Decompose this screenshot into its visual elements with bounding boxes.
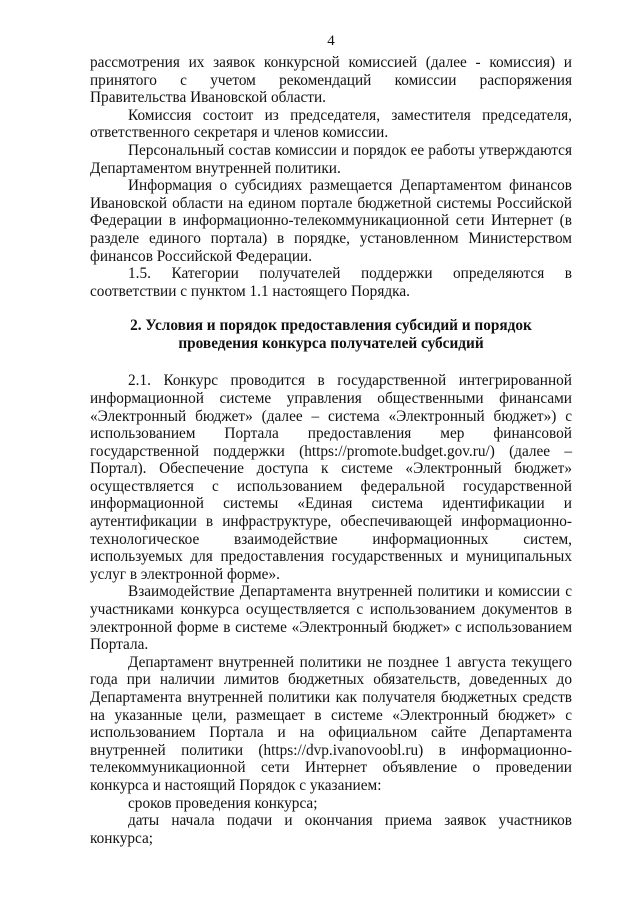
document-page	[90, 32, 572, 847]
section-heading	[90, 317, 572, 353]
list-item-application-dates: даты начала подачи и окончания приема заявок участников конкурса;	[90, 812, 572, 847]
paragraph-subsidy-information: Информация о субсидиях размещается Департаментом финансов Ивановской области на едином портале бюджетной системы Российской Федерации в информационно-телекоммуникационной сети Интернет (в разделе единого портала) в порядке, установленном Министерством финансов Российской Федерации.	[90, 177, 572, 265]
paragraph-interaction: Взаимодействие Департамента внутренней политики и комиссии с участниками конкурса осуществляется с использованием документов в электронной форме в системе «Электронный бюджет» с использованием Портала.	[90, 583, 572, 654]
paragraph-commission-approval: Персональный состав комиссии и порядок ее работы утверждаются Департаментом внутренней политики.	[90, 141, 572, 177]
paragraph-commission-composition: Комиссия состоит из председателя, заместителя председателя, ответственного секретаря и членов комиссии.	[90, 106, 572, 142]
page-number: 4	[327, 33, 335, 49]
paragraph-continuation: рассмотрения их заявок конкурсной комиссией (далее - комиссия) и принятого с учетом рекомендаций комиссии распоряжения Правительства Ивановской области.	[90, 54, 572, 107]
paragraph-1-5-categories: 1.5. Категории получателей поддержки определяются в соответствии с пунктом 1.1 настоящего Порядка.	[90, 265, 572, 300]
section-heading-line-2: проведения конкурса получателей субсидий	[178, 335, 484, 353]
list-item-contest-terms: сроков проведения конкурса;	[128, 794, 318, 812]
paragraph-announcement: Департамент внутренней политики не позднее 1 августа текущего года при наличии лимитов бюджетных обязательств, доведенных до Департамента внутренней политики как получателя бюджетных средств на указанные цели, размещает в системе «Электронный бюджет» с использованием Портала и на официальном сайте Департамента внутренней политики (https://dvp.ivanovoobl.ru) в информационно-телекоммуникационной сети Интернет объявление о проведении конкурса и настоящий Порядок с указанием:	[90, 653, 572, 794]
section-heading-line-1: 2. Условия и порядок предоставления субсидий и порядок	[130, 317, 532, 335]
paragraph-2-1-contest: 2.1. Конкурс проводится в государственной интегрированной информационной системе управления общественными финансами «Электронный бюджет» (далее – система «Электронный бюджет») с использованием Портала предоставления мер финансовой государственной поддержки (https://promote.budget.gov.ru/) (далее – Портал). Обеспечение доступа к системе «Электронный бюджет» осуществляется с использованием федеральной государственной информационной системы «Единая система идентификации и аутентификации в инфраструктуре, обеспечивающей информационно-технологическое взаимодействие информационных систем, используемых для предоставления государственных и муниципальных услуг в электронной форме».	[90, 372, 572, 583]
